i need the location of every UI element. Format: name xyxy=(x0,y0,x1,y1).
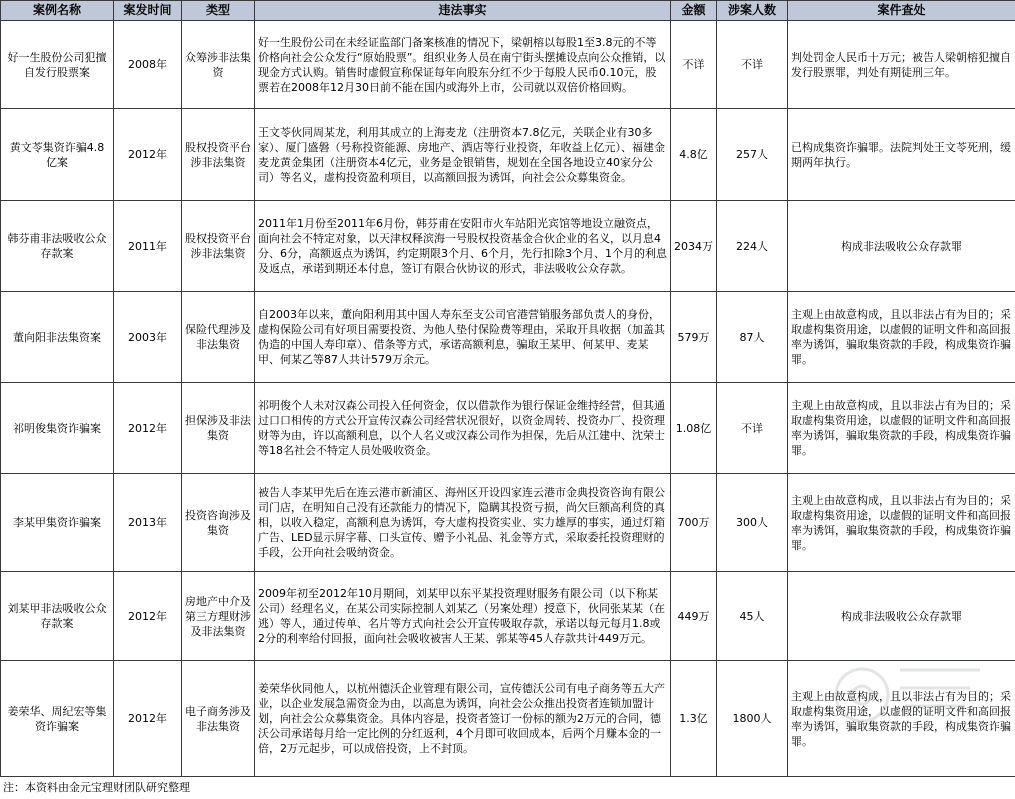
case-people: 1800人 xyxy=(717,661,788,777)
case-year: 2013年 xyxy=(114,474,182,572)
case-facts: 好一生股份公司在未经证监部门备案核准的情况下，梁朝榕以每股1至3.8元的不等价格向社会公众发行“原始股票”。组织业务人员在南宁街头摆摊设点向公众推销，以现金方式认购。销售时虚假宣称保证每年向股东分红不少于每股人民币0.10元，股票若在2008年12月30日前不能在国内或海外上市，公司就以双倍价格回购。 xyxy=(255,21,671,109)
watermark-logo xyxy=(830,640,1000,730)
case-facts: 王文苓伙同周某龙，利用其成立的上海麦龙（注册资本7.8亿元，关联企业有30多家）、厦门盛磐（号称投资能源、房地产、酒店等行业投资，年收益上亿元）、福建金麦龙黄金集团（注册资本4亿元，业务是金银销售，规划在全国各地设立40家分公司）等名义，虚构投资盈利项目，以高额回报为诱饵，向社会公众募集资金。 xyxy=(255,109,671,201)
case-result: 判处罚金人民币十万元；被告人梁朝榕犯擅自发行股票罪，判处有期徒刑三年。 xyxy=(788,21,1015,109)
header-facts: 违法事实 xyxy=(255,1,671,21)
header-year: 案发时间 xyxy=(114,1,182,21)
case-facts: 被告人李某甲先后在连云港市新浦区、海州区开设四家连云港市金典投资咨询有限公司门店，在明知自己没有还款能力的情况下，隐瞒其投资亏损，尚欠巨额高利贷的真相，以收入稳定，高额利息为诱饵，夸大虚构投资实业、实力雄厚的事实，通过灯箱广告、LED显示屏字幕、口头宣传、赠予小礼品、礼金等方式，采取委托投资理财的手段，公开向社会吸纳资金。 xyxy=(255,474,671,572)
case-type: 电子商务涉及非法集资 xyxy=(182,661,255,777)
table-row xyxy=(1,383,1015,474)
case-year: 2012年 xyxy=(114,109,182,201)
header-people: 涉案人数 xyxy=(717,1,788,21)
table-row xyxy=(1,201,1015,292)
case-amount: 700万 xyxy=(671,474,717,572)
case-type: 房地产中介及第三方理财涉及非法集资 xyxy=(182,572,255,661)
case-name: 好一生股份公司犯擅自发行股票案 xyxy=(1,21,114,109)
case-people: 300人 xyxy=(717,474,788,572)
case-result: 已构成集资诈骗罪。法院判处王文苓死刑，缓期两年执行。 xyxy=(788,109,1015,201)
case-amount: 579万 xyxy=(671,292,717,383)
case-facts: 姜荣华伙同他人，以杭州德沃企业管理有限公司，宣传德沃公司有电子商务等五大产业，以企业发展急需资金为由，以高息为诱饵，向社会公众推出投资者连锁加盟计划，向社会公众募集资金。具体内容是，投资者签订一份标的额为2万元的合同，德沃公司承诺每月给一定比例的分红返利，4个月即可收回成本，后两个月赚本金的一倍，2万元起步，可以成倍投资，上不封顶。 xyxy=(255,661,671,777)
case-people: 45人 xyxy=(717,572,788,661)
case-type: 股权投资平台涉非法集资 xyxy=(182,201,255,292)
case-amount: 4.8亿 xyxy=(671,109,717,201)
case-year: 2008年 xyxy=(114,21,182,109)
case-type: 保险代理涉及非法集资 xyxy=(182,292,255,383)
case-facts: 祁明俊个人未对汉森公司投入任何资金，仅以借款作为银行保证金维持经营，但其通过口口相传的方式公开宣传汉森公司经营状况很好，以资金周转、投资办厂、投资理财等为由，许以高额利息，以个人名义或汉森公司作为担保，先后从江建中、沈荣士等18名社会不特定人员处吸收资金。 xyxy=(255,383,671,474)
case-name: 刘某甲非法吸收公众存款案 xyxy=(1,572,114,661)
case-people: 不详 xyxy=(717,383,788,474)
case-result: 主观上由故意构成，且以非法占有为目的；采取虚构集资用途，以虚假的证明文件和高回报率为诱饵，骗取集资款的手段，构成集资诈骗罪。 xyxy=(788,474,1015,572)
case-result: 构成非法吸收公众存款罪 xyxy=(788,572,1015,661)
case-name: 黄文苓集资诈骗4.8 亿案 xyxy=(1,109,114,201)
case-name: 董向阳非法集资案 xyxy=(1,292,114,383)
header-result: 案件查处 xyxy=(788,1,1015,21)
case-name: 姜荣华、周纪宏等集资诈骗案 xyxy=(1,661,114,777)
case-type: 担保涉及非法集资 xyxy=(182,383,255,474)
case-result: 主观上由故意构成，且以非法占有为目的；采取虚构集资用途，以虚假的证明文件和高回报率为诱饵，骗取集资款的手段，构成集资诈骗罪。 xyxy=(788,383,1015,474)
header-amount: 金额 xyxy=(671,1,717,21)
table-row xyxy=(1,109,1015,201)
case-amount: 2034万 xyxy=(671,201,717,292)
case-name: 韩芬甫非法吸收公众存款案 xyxy=(1,201,114,292)
case-name: 祁明俊集资诈骗案 xyxy=(1,383,114,474)
case-result: 主观上由故意构成，且以非法占有为目的；采取虚构集资用途，以虚假的证明文件和高回报率为诱饵，骗取集资款的手段，构成集资诈骗罪。 xyxy=(788,661,1015,777)
case-facts: 2011年1月份至2011年6月份，韩芬甫在安阳市火车站阳光宾馆等地设立融资点，面向社会不特定对象，以天津权释滨海一号股权投资基金合伙企业的名义，以月息4分、6分，高额返点为诱饵，约定期限3个月、6个月，先行扣除3个月、1个月的利息及返点，承诺到期还本付息，签订有限合伙协议的形式，非法吸收公众存款。 xyxy=(255,201,671,292)
case-year: 2011年 xyxy=(114,201,182,292)
case-type: 众筹涉非法集资 xyxy=(182,21,255,109)
case-facts: 2009年初至2012年10月期间，刘某甲以东平某投资理财服务有限公司（以下称某公司）经理名义，在某公司实际控制人刘某乙（另案处理）授意下，伙同张某某（在逃）等人，通过传单、名片等方式向社会公开宣传吸取存款，承诺以每元每月1.8或2分的利率给付回报，面向社会吸收被害人王某、郭某等45人存款共计449万元。 xyxy=(255,572,671,661)
table-row xyxy=(1,474,1015,572)
case-result: 主观上由故意构成，且以非法占有为目的；采取虚构集资用途，以虚假的证明文件和高回报率为诱饵，骗取集资款的手段，构成集资诈骗罪。 xyxy=(788,292,1015,383)
case-type: 投资咨询涉及集资 xyxy=(182,474,255,572)
footnote: 注：本资料由金元宝理财团队研究整理 xyxy=(3,781,190,794)
case-amount: 1.3亿 xyxy=(671,661,717,777)
header-type: 类型 xyxy=(182,1,255,21)
case-year: 2003年 xyxy=(114,292,182,383)
case-year: 2012年 xyxy=(114,383,182,474)
header-name: 案例名称 xyxy=(1,1,114,21)
case-year: 2012年 xyxy=(114,572,182,661)
case-name: 李某甲集资诈骗案 xyxy=(1,474,114,572)
case-type: 股权投资平台涉非法集资 xyxy=(182,109,255,201)
case-people: 87人 xyxy=(717,292,788,383)
case-amount: 1.08亿 xyxy=(671,383,717,474)
table-row xyxy=(1,21,1015,109)
case-result: 构成非法吸收公众存款罪 xyxy=(788,201,1015,292)
case-facts: 自2003年以来，董向阳利用其中国人寿东至支公司官港营销服务部负责人的身份，虚构保险公司有好项目需要投资、为他人垫付保险费等理由，采取开具收据（加盖其伪造的中国人寿印章）、借条等方式，承诺高额利息，骗取王某甲、何某甲、麦某甲、何某乙等87人共计579万余元。 xyxy=(255,292,671,383)
case-amount: 不详 xyxy=(671,21,717,109)
case-year: 2012年 xyxy=(114,661,182,777)
case-people: 257人 xyxy=(717,109,788,201)
case-people: 224人 xyxy=(717,201,788,292)
case-people: 不详 xyxy=(717,21,788,109)
case-amount: 449万 xyxy=(671,572,717,661)
table-row xyxy=(1,292,1015,383)
header-row xyxy=(1,1,1015,21)
